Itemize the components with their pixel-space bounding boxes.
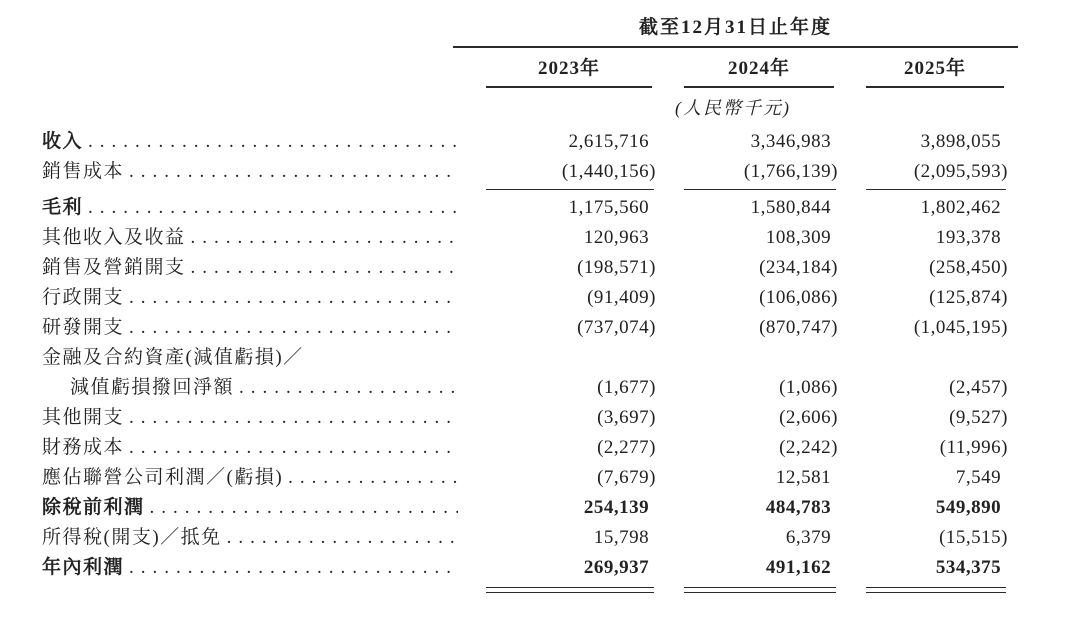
- dot-leader: [124, 433, 458, 463]
- value-cell-2025: [838, 553, 1008, 583]
- dot-leader: [234, 373, 458, 403]
- value-cell-2024: [656, 157, 838, 187]
- row-label: 應佔聯營公司利潤／(虧損): [42, 467, 284, 488]
- value-cell-2025: [838, 313, 1008, 343]
- value-cell-2025: [838, 493, 1008, 523]
- cell-value: (2,242): [779, 437, 838, 458]
- value-cell-2025: [838, 223, 1008, 253]
- table-header-note: [42, 88, 1008, 127]
- period-header: 截至12月31日止年度: [453, 12, 1018, 48]
- row-label: 毛利: [42, 197, 84, 218]
- column-header-2024: [656, 48, 838, 88]
- value-cell-2025: [838, 253, 1008, 283]
- cell-value: (1,766,139): [743, 161, 838, 182]
- value-cell-2024: [656, 433, 838, 463]
- table-row: [42, 223, 1008, 253]
- row-label: 收入: [42, 131, 84, 152]
- column-header-2025: [838, 48, 1008, 88]
- value-cell-2023: [458, 313, 656, 343]
- row-label: 所得稅(開支)／抵免: [42, 527, 222, 548]
- table-row: [42, 343, 1008, 373]
- dot-leader: [83, 127, 458, 157]
- value-cell-2023: [458, 403, 656, 433]
- table-row: [42, 433, 1008, 463]
- cell-value: (125,874): [929, 287, 1008, 308]
- row-label: 銷售及營銷開支: [42, 257, 186, 278]
- cell-value: (198,571): [577, 257, 656, 278]
- column-header-2023-label: 2023年: [486, 48, 652, 88]
- value-cell-2025: [838, 523, 1008, 553]
- table-row: [42, 253, 1008, 283]
- cell-value: (737,074): [577, 317, 656, 338]
- currency-note: (人民幣千元): [675, 98, 791, 118]
- dot-leader: [124, 403, 458, 433]
- dot-leader: [145, 493, 458, 523]
- table-row: [42, 157, 1008, 187]
- value-cell-2023: [458, 193, 656, 223]
- value-cell-2023: [458, 523, 656, 553]
- rule-line: [486, 587, 654, 593]
- value-cell-2023: [458, 127, 656, 157]
- value-cell-2024: [656, 463, 838, 493]
- dot-leader: [186, 223, 458, 253]
- table-row: [42, 283, 1008, 313]
- grand-total-rule: [42, 583, 1008, 599]
- dot-leader: [304, 343, 458, 373]
- cell-value: (15,515): [939, 527, 1008, 548]
- cell-value: (1,086): [779, 377, 838, 398]
- row-label: 其他收入及收益: [42, 227, 186, 248]
- cell-value: 15,798: [593, 527, 650, 548]
- value-cell-2023: [458, 433, 656, 463]
- row-label: 行政開支: [42, 287, 125, 308]
- value-cell-2025: [838, 433, 1008, 463]
- rule-line: [866, 587, 1006, 593]
- value-cell-2023: [458, 283, 656, 313]
- cell-value: 484,783: [765, 497, 832, 518]
- cell-value: 3,898,055: [920, 131, 1002, 152]
- rule-line: [684, 189, 836, 190]
- cell-value: (7,679): [597, 467, 656, 488]
- value-cell-2024: [656, 313, 838, 343]
- value-cell-2023: [458, 343, 656, 373]
- value-cell-2024: [656, 223, 838, 253]
- row-label: 財務成本: [42, 437, 125, 458]
- cell-value: 254,139: [583, 497, 650, 518]
- table-row: [42, 403, 1008, 433]
- row-label: 研發開支: [42, 317, 125, 338]
- cell-value: 7,549: [955, 467, 1002, 488]
- table-row: [42, 553, 1008, 583]
- table-row: [42, 193, 1008, 223]
- cell-value: 12,581: [775, 467, 832, 488]
- cell-value: (2,606): [779, 407, 838, 428]
- dot-leader: [124, 553, 458, 583]
- value-cell-2025: [838, 283, 1008, 313]
- cell-value: 108,309: [765, 227, 832, 248]
- dot-leader: [283, 463, 458, 493]
- value-cell-2025: [838, 193, 1008, 223]
- value-cell-2024: [656, 553, 838, 583]
- table-body: [42, 127, 1008, 599]
- value-cell-2025: [838, 403, 1008, 433]
- value-cell-2024: [656, 493, 838, 523]
- cell-value: (9,527): [949, 407, 1008, 428]
- value-cell-2025: [838, 127, 1008, 157]
- cell-value: (258,450): [929, 257, 1008, 278]
- dot-leader: [124, 313, 458, 343]
- table-row: [42, 493, 1008, 523]
- rule-line: [486, 189, 654, 190]
- cell-value: 491,162: [765, 557, 832, 578]
- value-cell-2024: [656, 127, 838, 157]
- cell-value: 549,890: [935, 497, 1002, 518]
- value-cell-2024: [656, 523, 838, 553]
- rule-line: [866, 189, 1006, 190]
- cell-value: 193,378: [935, 227, 1002, 248]
- value-cell-2025: [838, 343, 1008, 373]
- value-cell-2025: [838, 463, 1008, 493]
- row-label: 銷售成本: [42, 161, 125, 182]
- cell-value: 269,937: [583, 557, 650, 578]
- cell-value: (106,086): [759, 287, 838, 308]
- table-row: [42, 127, 1008, 157]
- table-header-years: [42, 48, 1008, 88]
- dot-leader: [186, 253, 458, 283]
- value-cell-2024: [656, 403, 838, 433]
- cell-value: 1,175,560: [568, 197, 650, 218]
- value-cell-2023: [458, 223, 656, 253]
- cell-value: 534,375: [935, 557, 1002, 578]
- value-cell-2023: [458, 157, 656, 187]
- value-cell-2023: [458, 253, 656, 283]
- cell-value: 120,963: [583, 227, 650, 248]
- cell-value: (870,747): [759, 317, 838, 338]
- value-cell-2023: [458, 373, 656, 403]
- cell-value: (1,677): [597, 377, 656, 398]
- dot-leader: [124, 283, 458, 313]
- cell-value: (1,045,195): [913, 317, 1008, 338]
- cell-value: (91,409): [587, 287, 656, 308]
- row-label: 除稅前利潤: [42, 497, 145, 518]
- rule-line: [684, 587, 836, 593]
- dot-leader: [83, 193, 458, 223]
- value-cell-2025: [838, 157, 1008, 187]
- value-cell-2023: [458, 553, 656, 583]
- dot-leader: [222, 523, 458, 553]
- value-cell-2024: [656, 343, 838, 373]
- cell-value: 1,580,844: [750, 197, 832, 218]
- table-row: [42, 373, 1008, 403]
- value-cell-2023: [458, 493, 656, 523]
- cell-value: (2,095,593): [913, 161, 1008, 182]
- row-label: 金融及合約資產(減值虧損)／: [42, 347, 304, 368]
- cell-value: 2,615,716: [568, 131, 650, 152]
- row-label: 減值虧損撥回淨額: [70, 377, 235, 398]
- cell-value: 6,379: [785, 527, 832, 548]
- cell-value: (2,457): [949, 377, 1008, 398]
- value-cell-2024: [656, 373, 838, 403]
- column-header-2024-label: 2024年: [684, 48, 834, 88]
- value-cell-2025: [838, 373, 1008, 403]
- cell-value: (234,184): [759, 257, 838, 278]
- row-label: 年內利潤: [42, 557, 125, 578]
- value-cell-2024: [656, 253, 838, 283]
- value-cell-2024: [656, 283, 838, 313]
- table-header-period: [42, 12, 1008, 48]
- column-header-2023: [458, 48, 656, 88]
- column-header-2025-label: 2025年: [866, 48, 1004, 88]
- cell-value: 1,802,462: [920, 197, 1002, 218]
- cell-value: (1,440,156): [561, 161, 656, 182]
- table-row: [42, 313, 1008, 343]
- table-row: [42, 523, 1008, 553]
- value-cell-2023: [458, 463, 656, 493]
- dot-leader: [124, 157, 458, 187]
- value-cell-2024: [656, 193, 838, 223]
- row-label: 其他開支: [42, 407, 125, 428]
- table-row: [42, 463, 1008, 493]
- cell-value: 3,346,983: [750, 131, 832, 152]
- cell-value: (3,697): [597, 407, 656, 428]
- cell-value: (2,277): [597, 437, 656, 458]
- cell-value: (11,996): [939, 437, 1008, 458]
